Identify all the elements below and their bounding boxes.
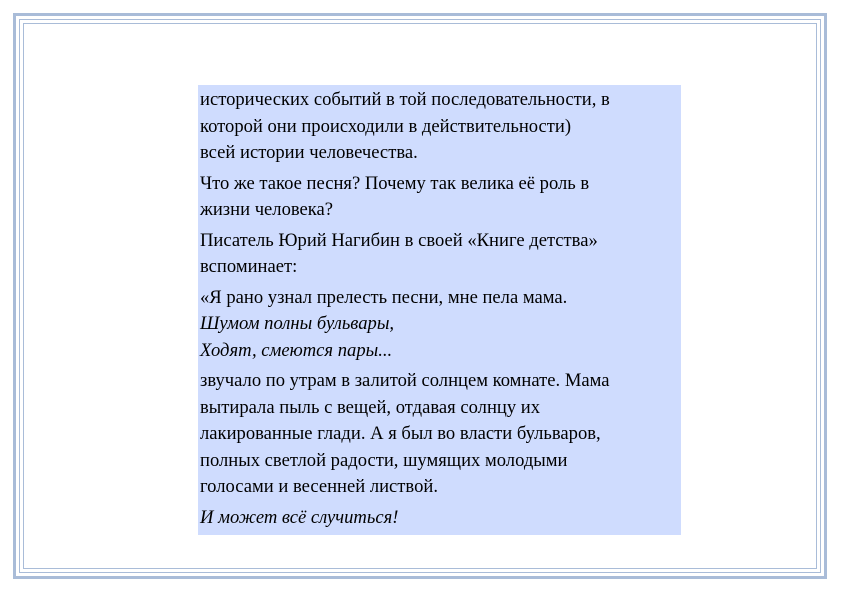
paragraph-quote-start: «Я рано узнал прелесть песни, мне пела мама. bbox=[200, 286, 568, 308]
paragraph-history: исторических событий в той последовательности, в которой они происходили в действительности) всей истории человечества. bbox=[200, 89, 610, 163]
paragraph-closing-line: И может всё случиться! bbox=[200, 506, 399, 528]
text-box bbox=[198, 85, 681, 535]
paragraph-question: Что же такое песня? Почему так велика её роль в жизни человека? bbox=[200, 172, 590, 220]
paragraph-nagibin-intro: Писатель Юрий Нагибин в своей «Книге детства» вспоминает: bbox=[200, 229, 598, 277]
paragraph-song-lyrics: Шумом полны бульвары, Ходят, смеются пары... bbox=[200, 313, 395, 361]
paragraph-quote-body: звучало по утрам в залитой солнцем комнате. Мама вытирала пыль с вещей, отдавая солнцу их лакированные глади. А я был во власти бульваров, полных светлой радости, шумящих молодыми голосами и весенней листвой. bbox=[200, 370, 610, 497]
